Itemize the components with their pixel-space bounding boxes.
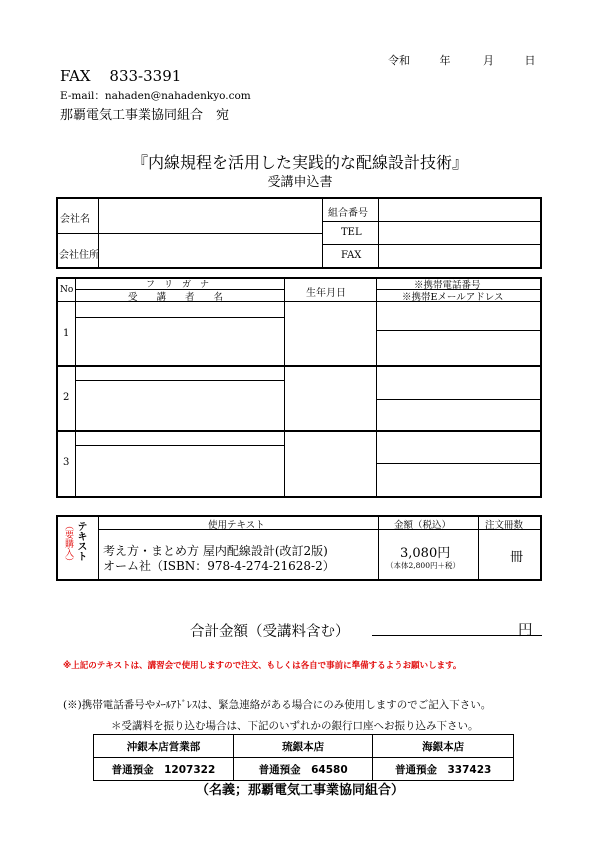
row-3-name-field[interactable]	[77, 447, 282, 494]
row-2-name-field[interactable]	[77, 382, 282, 428]
total-label: 合計金額（受講料含む）	[190, 624, 350, 640]
member-no-field[interactable]	[380, 200, 540, 220]
company-right-row2	[322, 244, 540, 245]
textbook-side-label: テキスト	[75, 521, 86, 561]
company-name-field[interactable]	[100, 200, 320, 232]
row-2-mobile-line	[376, 399, 540, 400]
member-no-label: 組合番号	[328, 208, 368, 219]
bank-account-row	[94, 758, 514, 781]
account-holder: （名義；那覇電気工事業協同組合）	[195, 783, 404, 798]
contact-note: (※)携帯電話番号やﾒｰﾙｱﾄﾞﾚｽは、緊急連絡がある場合にのみ使用しますのでご記入下さい。	[63, 699, 492, 711]
email-header: ※携帯Eメールアドレス	[402, 292, 504, 303]
row-2-email-field[interactable]	[378, 401, 538, 428]
form-subtitle: 受講申込書	[267, 175, 333, 190]
total-amount-field[interactable]	[372, 617, 542, 636]
textbook-required-label: （要購入）	[63, 521, 73, 566]
row-divider-2	[58, 430, 540, 432]
textbook-block	[56, 515, 542, 581]
name-header: 受 講 者 名	[128, 292, 224, 303]
fax-field-label: FAX	[341, 250, 362, 261]
company-block	[56, 197, 542, 269]
row-1-email-field[interactable]	[378, 332, 538, 363]
bank-table	[93, 734, 514, 781]
bank-name: 海銀本店	[373, 735, 514, 758]
textbook-side-divider	[98, 517, 99, 579]
no-header: No	[60, 285, 74, 295]
bank-name-row	[94, 735, 514, 758]
company-address-label: 会社住所	[59, 250, 99, 261]
company-right-row1	[322, 221, 540, 222]
date-year: 年	[439, 54, 451, 67]
row-2-mobile-field[interactable]	[378, 368, 538, 398]
textbook-publisher: オーム社（ISBN：978-4-274-21628-2）	[103, 559, 335, 573]
tel-field[interactable]	[380, 223, 540, 243]
bank-account: 普通預金 337423	[373, 758, 514, 781]
company-name-label: 会社名	[60, 214, 90, 225]
textbook-price-note: （本体2,800円＋税）	[386, 561, 460, 570]
textbook-note: ※上記のテキストは、講習会で使用しますので注文、もしくは各自で事前に準備するようお願いします。	[63, 661, 462, 671]
row-3-email-field[interactable]	[378, 465, 538, 494]
date-month: 月	[483, 54, 494, 67]
textbook-side-labels	[62, 521, 86, 566]
company-right-divider	[378, 199, 379, 267]
bank-account: 普通預金 1207322	[94, 758, 234, 781]
qty-unit: 冊	[510, 550, 524, 565]
row-2-furigana-field[interactable]	[77, 368, 282, 379]
tel-label: TEL	[341, 227, 362, 238]
form-title: 『内線規程を活用した実践的な配線設計技術』	[131, 153, 468, 172]
bank-name: 琉銀本店	[233, 735, 372, 758]
row-1-mobile-field[interactable]	[378, 303, 538, 329]
row-1-mobile-line	[376, 330, 540, 331]
row-3-furigana-field[interactable]	[77, 433, 282, 444]
date-era: 令和	[388, 54, 410, 67]
row-1-furigana-field[interactable]	[77, 303, 282, 316]
attendee-table	[56, 277, 542, 498]
qty-col-header: 注文冊数	[485, 520, 524, 531]
row-3-mobile-field[interactable]	[378, 433, 538, 462]
col-line-name	[284, 279, 285, 496]
row-1-furigana-line	[75, 317, 284, 318]
textbook-header-line	[98, 529, 540, 530]
textbook-price: 3,080円	[400, 546, 451, 561]
furigana-header: フ リ ガ ナ	[146, 280, 210, 290]
row-3-birth-field[interactable]	[286, 433, 374, 494]
col-line-no	[75, 279, 76, 496]
bank-note: ＊受講料を振り込む場合は、下記のいずれかの銀行口座へお振り込み下さい。	[111, 720, 479, 732]
fax-number: 833-3391	[109, 67, 182, 85]
row-2-furigana-line	[75, 380, 284, 381]
date-line	[388, 52, 536, 68]
textbook-col-header: 使用テキスト	[208, 520, 265, 531]
price-col-header: 金額（税込）	[394, 520, 452, 531]
mobile-header: ※携帯電話番号	[414, 280, 481, 291]
row-1-name-field[interactable]	[77, 319, 282, 363]
bank-name: 沖銀本店営業部	[94, 735, 234, 758]
row-2-birth-field[interactable]	[286, 368, 374, 428]
row-3-mobile-line	[376, 463, 540, 464]
row-2-number: 2	[63, 392, 70, 403]
row-1-number: 1	[63, 328, 70, 339]
recipient: 那覇電気工事業協同組合 宛	[60, 108, 230, 123]
company-address-field[interactable]	[100, 235, 320, 266]
row-3-furigana-line	[75, 445, 284, 446]
textbook-title: 考え方・まとめ方 屋内配線設計(改訂2版)	[103, 544, 328, 558]
fax-line	[60, 67, 181, 85]
row-1-birth-field[interactable]	[286, 303, 374, 363]
company-mid-divider	[322, 199, 323, 267]
bank-account: 普通預金 64580	[233, 758, 372, 781]
total-unit: 円	[518, 623, 533, 639]
row-3-number: 3	[63, 457, 70, 468]
fax-label: FAX	[60, 67, 91, 85]
birth-header: 生年月日	[306, 288, 346, 299]
date-day: 日	[524, 54, 536, 67]
fax-field[interactable]	[380, 246, 540, 266]
textbook-qty-divider	[478, 517, 479, 579]
row-divider-1	[58, 365, 540, 367]
email-line: E-mail：nahaden@nahadenkyo.com	[60, 90, 251, 102]
textbook-price-divider	[378, 517, 379, 579]
